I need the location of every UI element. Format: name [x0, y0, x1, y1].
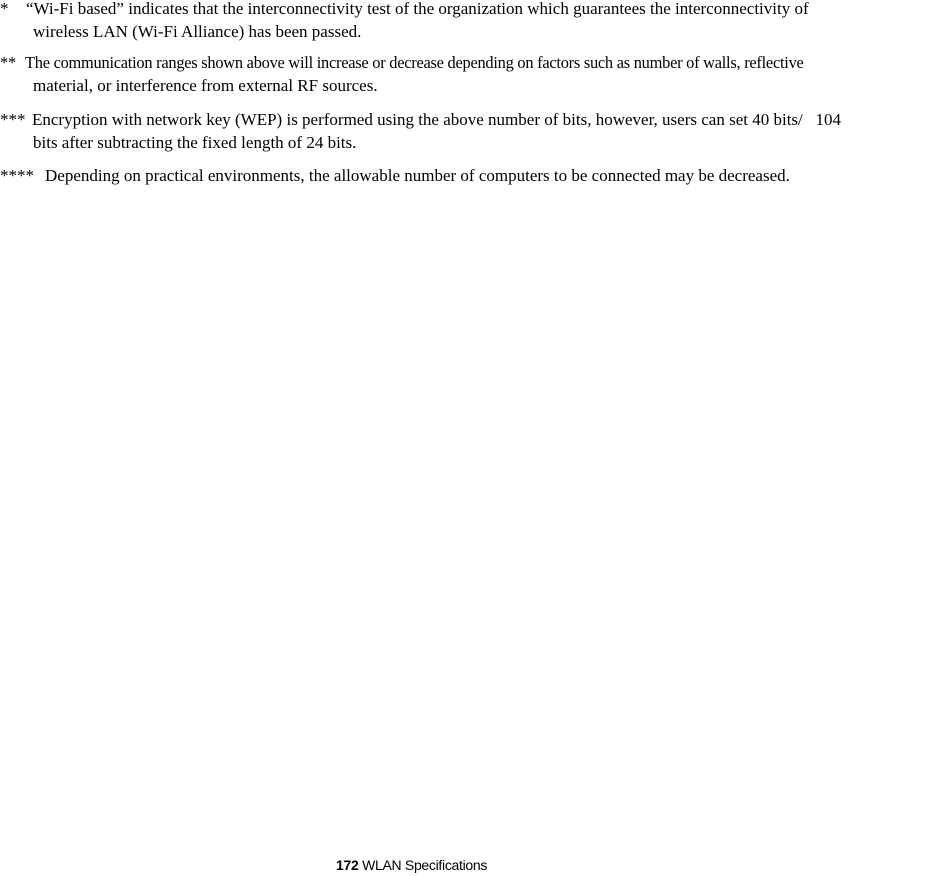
footnote-text-line: The communication ranges shown above will increase or decrease depending on factors such as number of walls, reflective: [25, 53, 804, 72]
page-footer: [336, 856, 487, 874]
footnote-text-continuation: wireless LAN (Wi-Fi Alliance) has been passed.: [33, 22, 362, 41]
section-title: WLAN Specifications: [362, 857, 488, 873]
footnote-marker: ****: [0, 166, 34, 185]
footnote-wep-encryption: [0, 108, 841, 154]
footnote-allowable-computers: [0, 164, 790, 187]
footnote-text-line: “Wi-Fi based” indicates that the interconnectivity test of the organization which guarantees the interconnectivity of: [26, 0, 809, 18]
footnote-marker: *: [0, 0, 9, 18]
footnote-marker: ***: [0, 110, 26, 129]
footnote-communication-range: [0, 51, 804, 97]
footnote-text-continuation: bits after subtracting the fixed length of 24 bits.: [33, 133, 357, 152]
footnote-text-continuation: material, or interference from external RF sources.: [33, 76, 378, 95]
footnote-text-line: Encryption with network key (WEP) is performed using the above number of bits, however, users can set 40 bits/ 104: [32, 110, 842, 129]
footnote-text-line: Depending on practical environments, the allowable number of computers to be connected may be decreased.: [45, 166, 790, 185]
page-number: 172: [336, 857, 359, 873]
footnote-wifi-based: [0, 0, 809, 43]
footnote-marker: **: [0, 53, 16, 72]
